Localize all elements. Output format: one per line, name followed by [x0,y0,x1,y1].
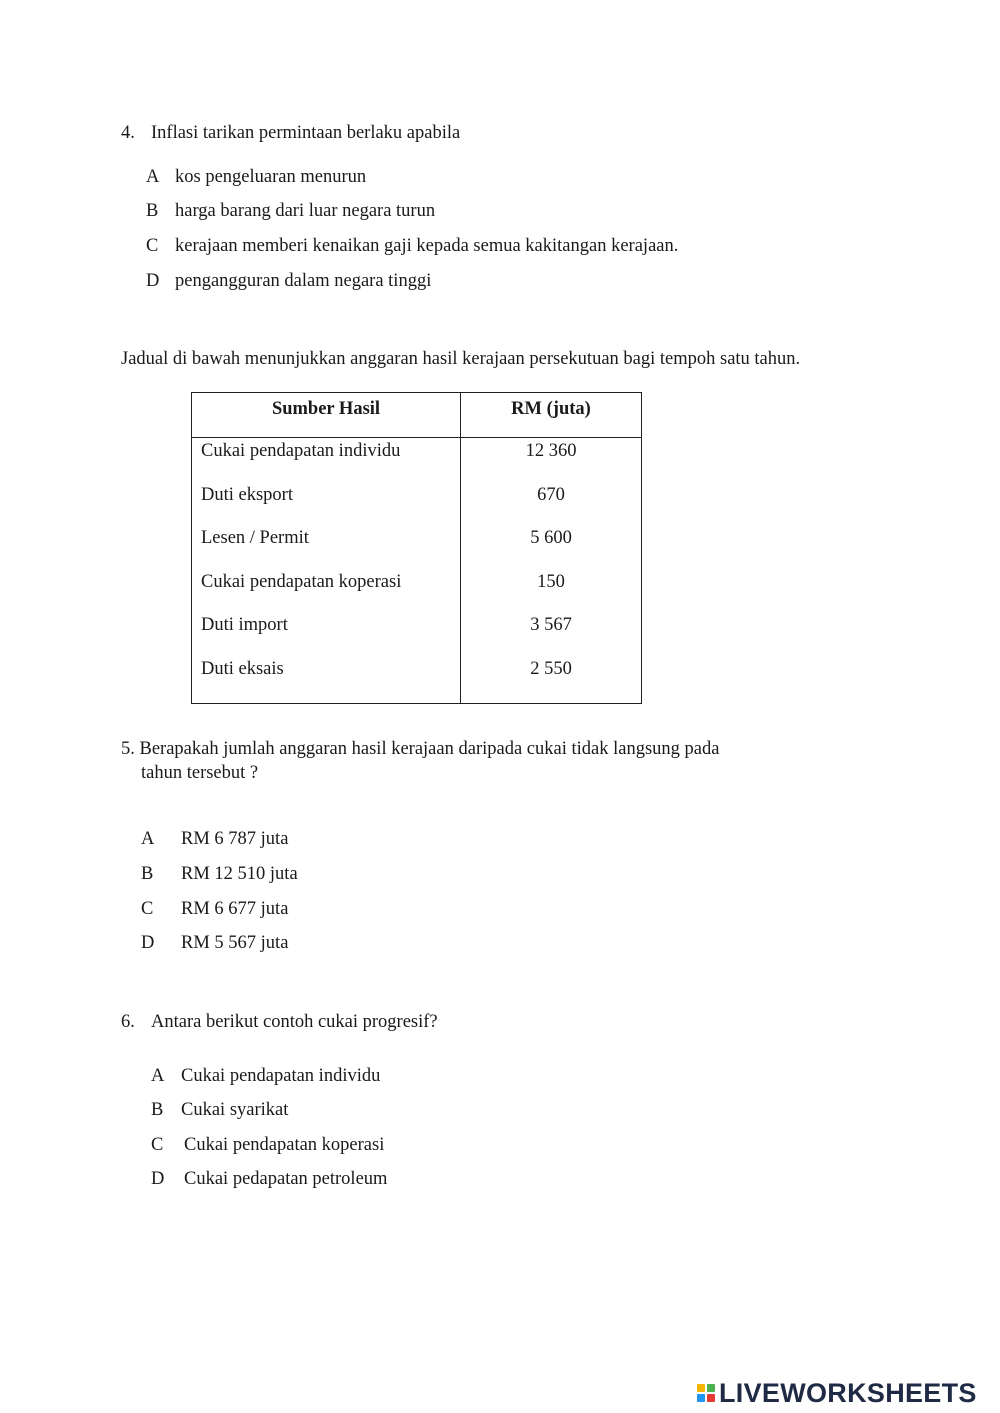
table-cell-value: 670 [537,484,565,505]
q4-option-b-letter: B [146,201,159,221]
q6-option-b-text: Cukai syarikat [181,1100,289,1120]
table-cell-value: 12 360 [525,441,577,461]
q5-option-a-text: RM 6 787 juta [181,829,289,849]
q5-option-d-letter: D [141,933,155,953]
q5-question-line1: 5. Berapakah jumlah anggaran hasil kerajaan daripada cukai tidak langsung pada [121,739,720,759]
table-intro: Jadual di bawah menunjukkan anggaran hasil kerajaan persekutuan bagi tempoh satu tahun. [121,349,801,369]
q6-number: 6. [121,1012,135,1032]
q6-option-d-text: Cukai pedapatan petroleum [184,1169,388,1189]
q5-option-b-letter: B [141,864,154,884]
table-cell-value: 3 567 [530,615,572,636]
table-header-source: Sumber Hasil [192,393,461,438]
q5-option-a-letter: A [141,829,155,849]
logo-block [697,1394,705,1402]
q4-option-a-text: kos pengeluaran menurun [175,167,367,187]
q6-option-c-text: Cukai pendapatan koperasi [184,1135,385,1155]
logo-blocks-icon [697,1384,715,1402]
logo-block [707,1394,715,1402]
logo-block [697,1384,705,1392]
table-cell-source: Duti import [201,615,288,636]
table-cell-source: Cukai pendapatan koperasi [201,571,402,592]
q5-option-c-text: RM 6 677 juta [181,899,289,919]
q6-option-a-letter: A [151,1066,165,1086]
q5-option-b-text: RM 12 510 juta [181,864,298,884]
q4-option-c-letter: C [146,236,159,256]
q4-number: 4. [121,123,135,143]
table-cell-value: 5 600 [530,528,572,549]
table-cell-source: Cukai pendapatan individu [201,441,401,461]
q4-option-b-text: harga barang dari luar negara turun [175,201,436,221]
table-cell-value: 150 [537,571,565,592]
q5-option-c-letter: C [141,899,154,919]
source-column [192,438,461,704]
q6-option-a-text: Cukai pendapatan individu [181,1066,381,1086]
table-cell-source: Duti eksais [201,658,284,679]
table-header-value: RM (juta) [461,393,642,438]
q6-option-c-letter: C [151,1135,164,1155]
liveworksheets-logo [697,1378,977,1408]
revenue-table [191,392,642,704]
q4-question: Inflasi tarikan permintaan berlaku apabila [151,123,461,143]
q5-option-d-text: RM 5 567 juta [181,933,289,953]
table-cell-value: 2 550 [530,658,572,679]
q5-question-line2: tahun tersebut ? [141,763,259,783]
table-cell-source: Duti eksport [201,484,293,505]
q6-option-b-letter: B [151,1100,164,1120]
q4-option-a-letter: A [146,167,160,187]
q6-option-d-letter: D [151,1169,165,1189]
q4-option-d-letter: D [146,271,160,291]
q6-question: Antara berikut contoh cukai progresif? [151,1012,438,1032]
value-column [461,438,642,704]
logo-block [707,1384,715,1392]
logo-text: LIVEWORKSHEETS [719,1377,977,1408]
q4-option-d-text: pengangguran dalam negara tinggi [175,271,432,291]
q4-option-c-text: kerajaan memberi kenaikan gaji kepada semua kakitangan kerajaan. [175,236,679,256]
table-cell-source: Lesen / Permit [201,528,309,549]
